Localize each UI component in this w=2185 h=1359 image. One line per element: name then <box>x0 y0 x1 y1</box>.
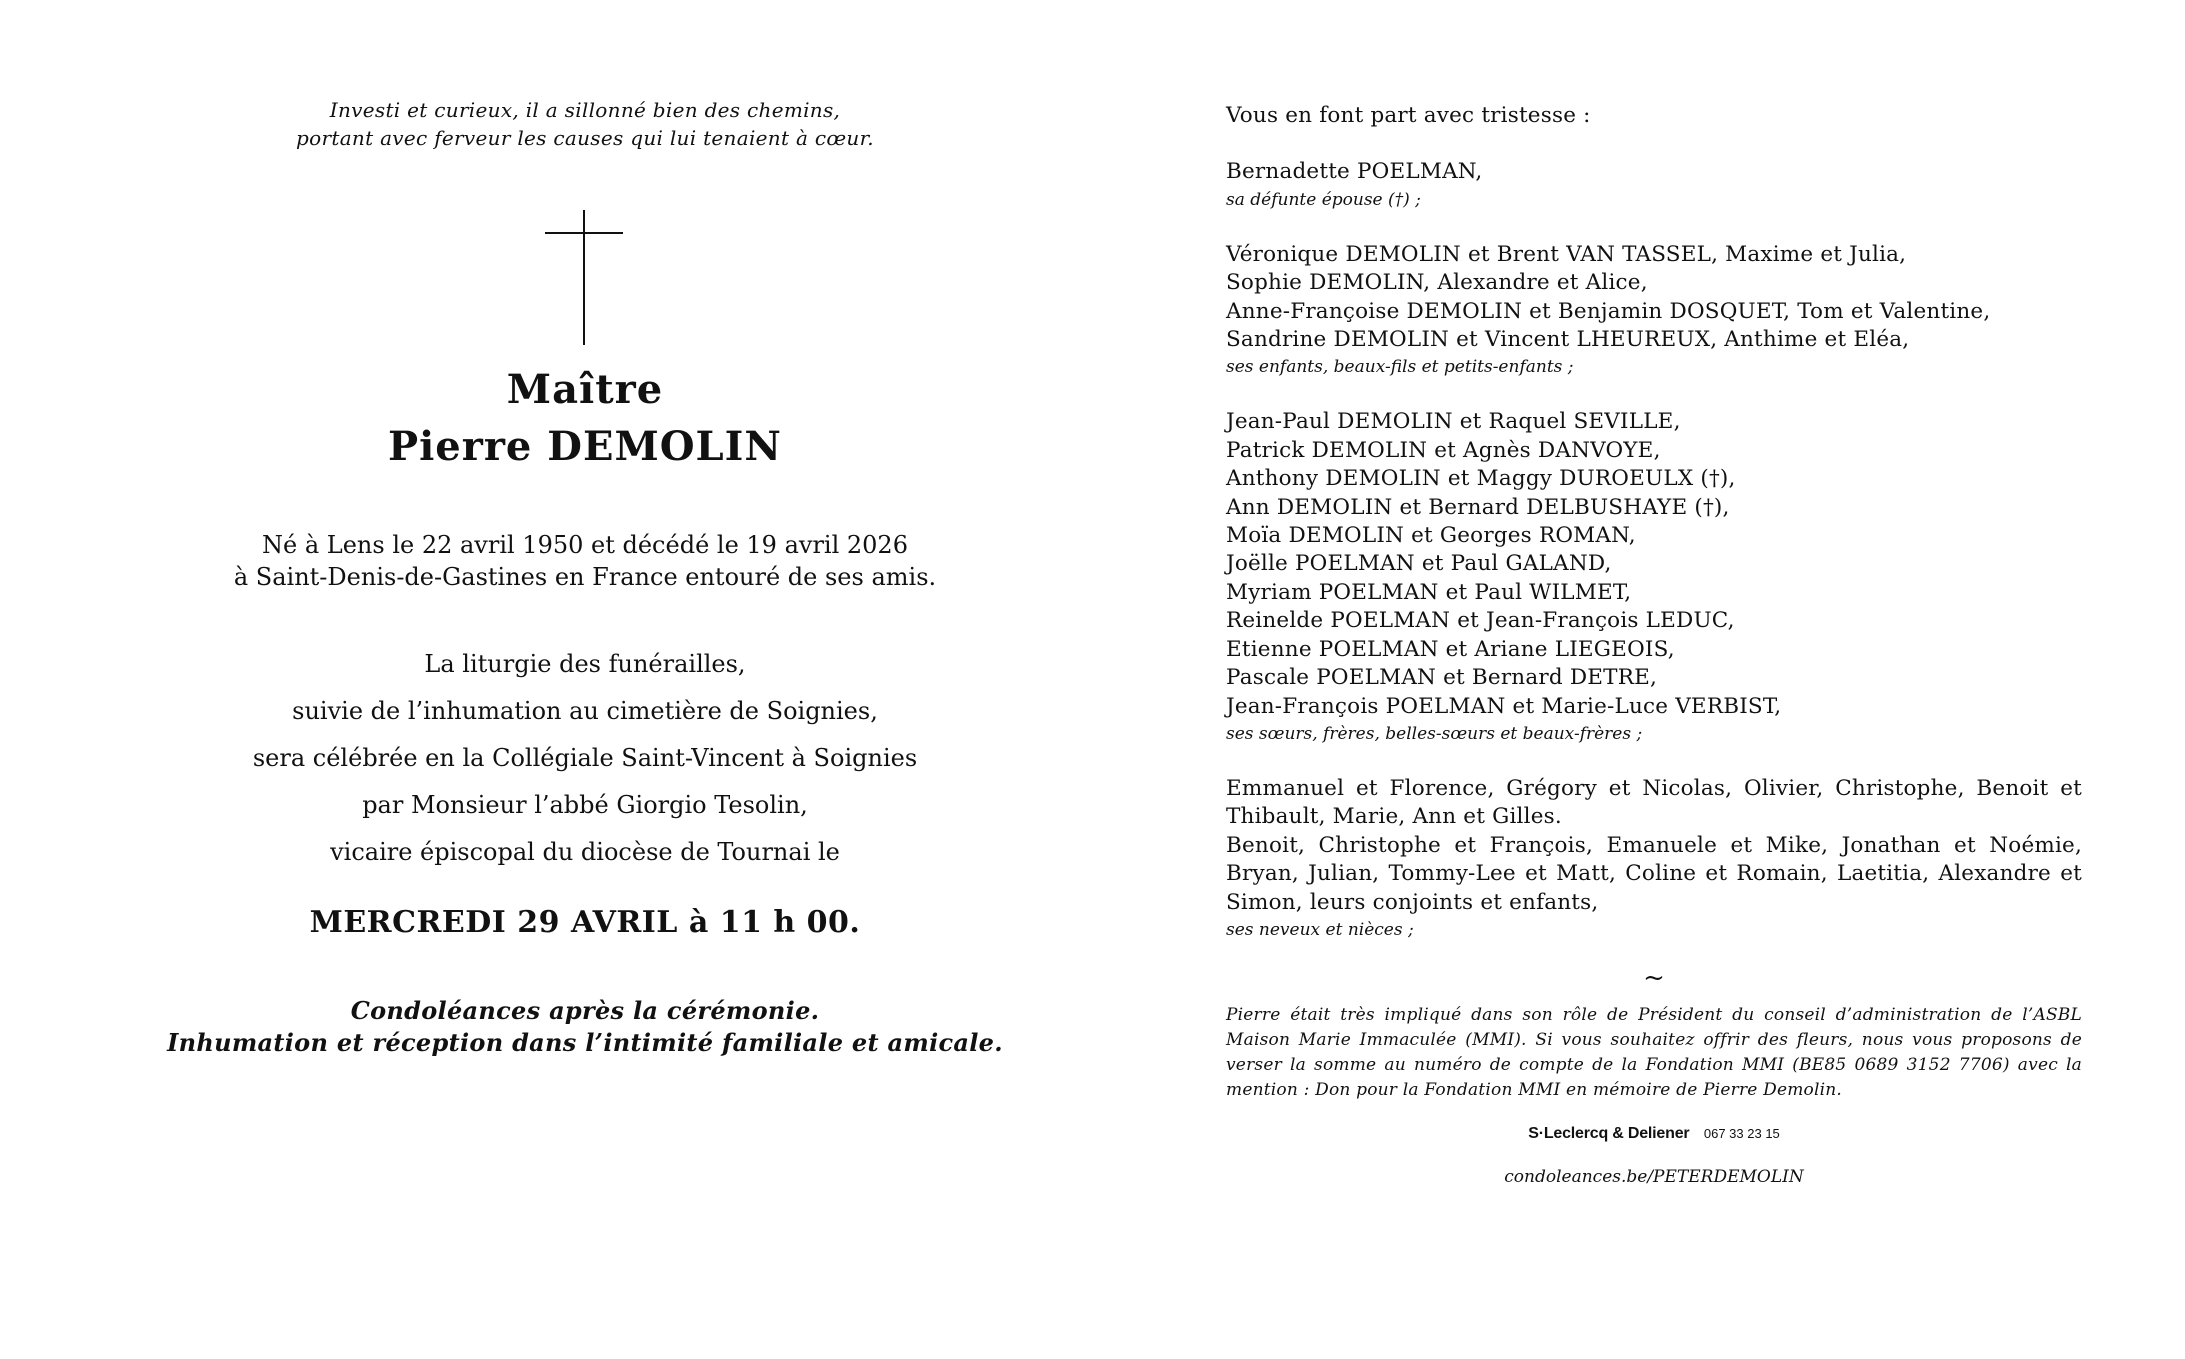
condolences-link[interactable]: condoleances.be/PETERDEMOLIN <box>1504 1166 1804 1187</box>
nephews-paragraph: Benoit, Christophe et François, Emanuele et Mike, Jonathan et Noémie, Bryan, Julian, Tommy-Lee et Matt, Coline et Romain, Laetitia, Alexandre et Simon, leurs conjoints et enfants, <box>1226 832 2082 915</box>
family-member: Sandrine DEMOLIN et Vincent LHEUREUX, Anthime et Eléa, <box>1226 327 1910 353</box>
funeral-home-name: S·Leclercq & Deliener <box>1528 1124 1690 1142</box>
family-member: Patrick DEMOLIN et Agnès DANVOYE, <box>1226 437 1661 463</box>
deceased-name-block <box>150 361 1020 475</box>
nephews-paragraph: Emmanuel et Florence, Grégory et Nicolas, Olivier, Christophe, Benoit et Thibault, Marie, Ann et Gilles. <box>1226 775 2082 830</box>
spouse-group <box>1226 158 2082 212</box>
family-member: Jean-Paul DEMOLIN et Raquel SEVILLE, <box>1226 409 1681 435</box>
nephews-group <box>1226 775 2082 943</box>
intro-text: Vous en font part avec tristesse : <box>1226 103 1591 128</box>
condolences-info <box>150 995 1020 1059</box>
cross-icon <box>545 210 625 345</box>
family-member: Pascale POELMAN et Bernard DETRE, <box>1226 665 1658 691</box>
family-member: Véronique DEMOLIN et Brent VAN TASSEL, Maxime et Julia, <box>1226 241 1907 267</box>
family-member: Jean-François POELMAN et Marie-Luce VERBIST, <box>1226 693 1782 719</box>
liturgy-line: par Monsieur l’abbé Giorgio Tesolin, <box>362 791 808 819</box>
ceremony-date: MERCREDI 29 AVRIL à 11 h 00. <box>309 905 861 940</box>
birth-death-line: à Saint-Denis-de-Gastines en France entouré de ses amis. <box>233 563 937 591</box>
family-member: Ann DEMOLIN et Bernard DELBUSHAYE (†), <box>1226 494 1730 520</box>
family-member: Joëlle POELMAN et Paul GALAND, <box>1226 551 1612 577</box>
liturgy-info <box>150 641 1020 876</box>
condolences-line: Condoléances après la cérémonie. <box>350 996 820 1025</box>
family-member: Sophie DEMOLIN, Alexandre et Alice, <box>1226 270 1648 296</box>
liturgy-line: sera célébrée en la Collégiale Saint-Vincent à Soignies <box>252 744 918 772</box>
notice-left-column <box>150 96 1020 1059</box>
family-member: Myriam POELMAN et Paul WILMET, <box>1226 579 1632 605</box>
separator: ~ <box>1643 962 1665 993</box>
family-member: Etienne POELMAN et Ariane LIEGEOIS, <box>1226 636 1675 662</box>
family-member: Anthony DEMOLIN et Maggy DUROEULX (†), <box>1226 466 1736 492</box>
epigraph-line: portant avec ferveur les causes qui lui tenaient à cœur. <box>296 126 874 150</box>
family-role: ses neveux et nièces ; <box>1226 919 1414 940</box>
condolences-line: Inhumation et réception dans l’intimité familiale et amicale. <box>167 1028 1003 1057</box>
family-role: ses enfants, beaux-fils et petits-enfants ; <box>1226 357 1574 378</box>
family-member: Moïa DEMOLIN et Georges ROMAN, <box>1226 523 1636 549</box>
liturgy-line: suivie de l’inhumation au cimetière de Soignies, <box>292 697 878 725</box>
liturgy-line: La liturgie des funérailles, <box>424 650 746 678</box>
family-role: sa défunte épouse (†) ; <box>1226 189 1421 210</box>
donation-note: Pierre était très impliqué dans son rôle de Président du conseil d’administration de l’ASBL Maison Marie Immaculée (MMI). Si vous souhaitez offrir des fleurs, nous vous proposons de verser la somme au numéro de compte de la Fondation MMI (BE85 0689 3152 7706) avec la mention : Don pour la Fondation MMI en mémoire de Pierre Demolin. <box>1226 1004 2082 1100</box>
deceased-name: Pierre DEMOLIN <box>388 423 782 470</box>
children-group <box>1226 241 2082 381</box>
liturgy-line: vicaire épiscopal du diocèse de Tournai le <box>330 838 840 866</box>
family-member: Bernadette POELMAN, <box>1226 159 1483 185</box>
birth-death-line: Né à Lens le 22 avril 1950 et décédé le 19 avril 2026 <box>262 531 908 559</box>
family-role: ses sœurs, frères, belles-sœurs et beaux-frères ; <box>1226 723 1643 744</box>
funeral-home-phone: 067 33 23 15 <box>1703 1125 1780 1141</box>
epigraph-line: Investi et curieux, il a sillonné bien des chemins, <box>329 98 841 122</box>
siblings-group <box>1226 408 2082 746</box>
funeral-home <box>1226 1125 2082 1143</box>
family-member: Reinelde POELMAN et Jean-François LEDUC, <box>1226 608 1735 634</box>
notice-right-column <box>1226 102 2082 1189</box>
family-member: Anne-Françoise DEMOLIN et Benjamin DOSQUET, Tom et Valentine, <box>1226 298 1991 324</box>
deceased-title: Maître <box>506 366 664 413</box>
birth-death-info <box>150 529 1020 593</box>
epigraph <box>150 96 1020 152</box>
